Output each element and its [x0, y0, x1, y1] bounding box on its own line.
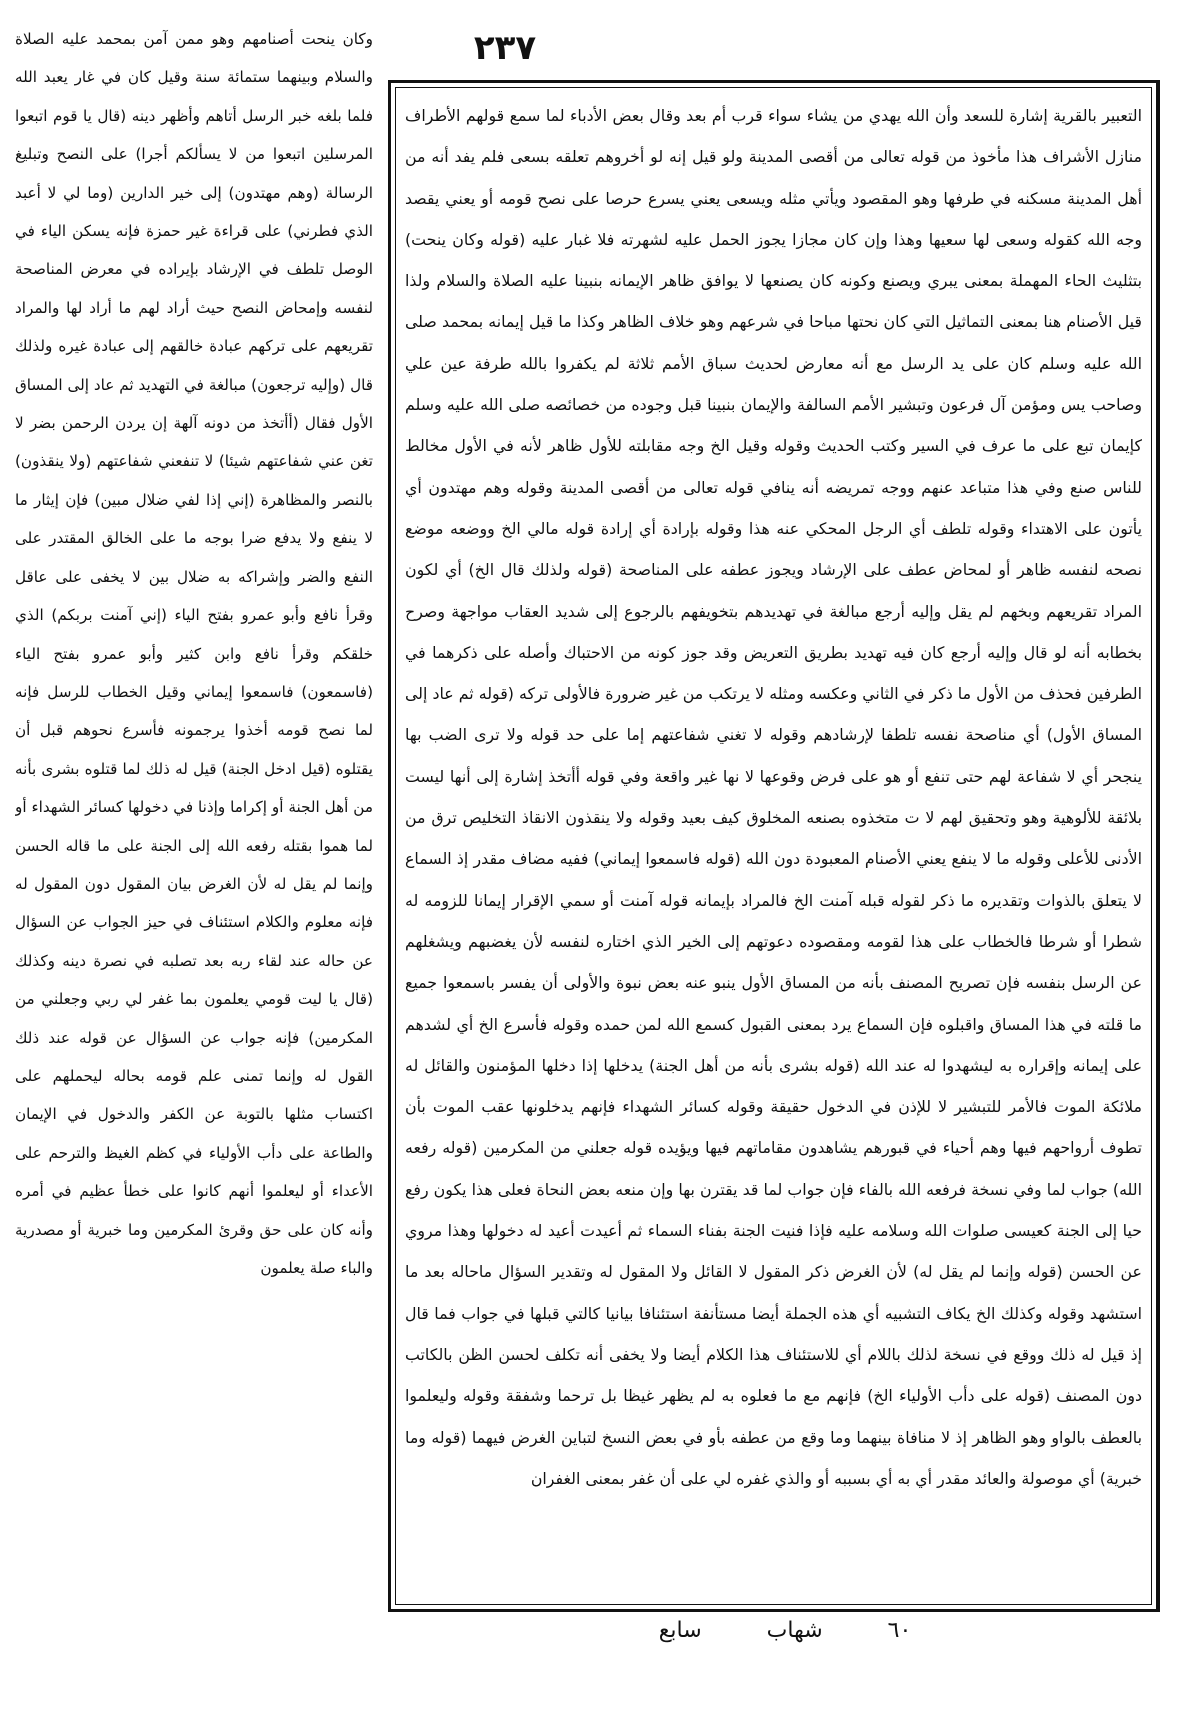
footer-signature — [620, 1618, 950, 1643]
footer-book-name: شهاب — [766, 1618, 823, 1643]
main-commentary-column — [405, 95, 1142, 1597]
margin-paragraph: وكان ينحت أصنامهم وهو ممن آمن بمحمد عليه الصلاة والسلام وبينهما ستمائة سنة وقيل كان في غار يعبد الله فلما بلغه خبر الرسل أتاهم وأظهر دينه (قال يا قوم اتبعوا المرسلين اتبعوا من لا يسألكم أجرا) على النصح وتبليغ الرسالة (وهم مهتدون) إلى خير الدارين (وما لي لا أعبد الذي فطرني) على قراءة غير حمزة فإنه يسكن الياء في الوصل تلطف في الإرشاد بإيراده في معرض المناصحة لنفسه وإمحاض النصح حيث أراد لهم ما أراد لها والمراد تقريعهم على تركهم عبادة خالقهم إلى عبادة غيره ولذلك قال (وإليه ترجعون) مبالغة في التهديد ثم عاد إلى المساق الأول فقال (أأتخذ من دونه آلهة إن يردن الرحمن بضر لا تغن عني شفاعتهم شيئا) لا تنفعني شفاعتهم (ولا ينقذون) بالنصر والمظاهرة (إني إذا لفي ضلال مبين) فإن إيثار ما لا ينفع ولا يدفع ضرا بوجه ما على الخالق المقتدر على النفع والضر وإشراكه به ضلال بين لا يخفى على عاقل وقرأ نافع وأبو عمرو بفتح الياء (إني آمنت بربكم) الذي خلقكم وقرأ نافع وابن كثير وأبو عمرو بفتح الياء (فاسمعون) فاسمعوا إيماني وقيل الخطاب للرسل فإنه لما نصح قومه أخذوا يرجمونه فأسرع نحوهم قبل أن يقتلوه (قيل ادخل الجنة) قيل له ذلك لما قتلوه بشرى بأنه من أهل الجنة أو إكراما وإذنا في دخولها كسائر الشهداء أو لما هموا بقتله رفعه الله إلى الجنة على ما قاله الحسن وإنما لم يقل له لأن الغرض بيان المقول دون المقول له فإنه معلوم والكلام استئناف في حيز الجواب عن السؤال عن حاله عند لقاء ربه بعد تصلبه في نصرة دينه وكذلك (قال يا ليت قومي يعلمون بما غفر لي ربي وجعلني من المكرمين) فإنه جواب عن السؤال عن قوله عند ذلك القول له وإنما تمنى علم قومه بحاله ليحملهم على اكتساب مثلها بالتوبة عن الكفر والدخول في الإيمان والطاعة على دأب الأولياء في كظم الغيظ والترحم على الأعداء أو ليعلموا أنهم كانوا على خطأ عظيم في أمره وأنه كان على حق وقرئ المكرمين وما خبرية أو مصدرية والباء صلة يعلمون — [15, 30, 373, 1277]
main-text-frame — [388, 80, 1160, 1612]
margin-commentary-column — [15, 20, 373, 1410]
footer-sheet-number: ٦٠ — [887, 1618, 912, 1643]
main-paragraph: التعبير بالقرية إشارة للسعد وأن الله يهدي من يشاء سواء قرب أم بعد وقال بعض الأدباء لما سمع قولهم الأطراف منازل الأشراف هذا مأخوذ من قوله تعالى من أقصى المدينة ولو قيل إنه لو أخروهم تعلقه بسعى فلم يفد أنه من أهل المدينة مسكنه في طرفها وهو المقصود ويأتي مثله ويسعى يعني يسرع حرصا على نصح قومه أو يعني يقصد وجه الله كقوله وسعى لها سعيها وهذا وإن كان مجازا يجوز الحمل عليه لشهرته فلا غبار عليه (قوله وكان ينحت) بتثليث الحاء المهملة بمعنى يبري ويصنع وكونه كان يصنعها لا يوافق ظاهر الإيمانه بنبينا عليه الصلاة والسلام ولذا قيل الأصنام هنا بمعنى التماثيل التي كان نحتها مباحا في شرعهم وهو خلاف الظاهر وكذا ما قيل إيمانه بمحمد صلى الله عليه وسلم كان على يد الرسل مع أنه معارض لحديث سباق الأمم ثلاثة لم يكفروا بالله طرفة عين علي وصاحب يس ومؤمن آل فرعون وتبشير الأمم السالفة والإيمان بنبينا قبل وجوده من خصائصه صلى الله عليه وسلم كإيمان تبع على ما عرف في السير وكتب الحديث وقوله وقيل الخ وجه مقابلته للأول ظاهر لأنه في الأول مخالط للناس صنع وفي هذا متباعد عنهم ووجه تمريضه أنه ينافي قوله تعالى من أقصى المدينة وقوله وهم مهتدون أي يأتون على الاهتداء وقوله تلطف أي الرجل المحكي عنه هذا وقوله بإرادة أي إرادة قوله مالي الخ ووضعه موضع نصحه لنفسه ظاهر أو لمحاض عطف على الإرشاد ويجوز عطفه على المناصحة (قوله ولذلك قال الخ) أي لكون المراد تقريعهم وبخهم لم يقل وإليه أرجع مبالغة في تهديدهم بتخويفهم بالرجوع إلى شديد العقاب مواجهة وصرح بخطابه أنه لو قال وإليه أرجع كان فيه تهديد بطريق التعريض وقد جوز كونه من الاحتباك وأصله على ذكرهما في الطرفين فحذف من الأول ما ذكر في الثاني وعكسه ومثله لا يرتكب من غير ضرورة فالأولى تركه (قوله ثم عاد إلى المساق الأول) أي مناصحة نفسه تلطفا لإرشادهم وقوله لا تغني شفاعتهم إما على حد قوله ولا ترى الضب بها ينجحر أي لا شفاعة لهم حتى تنفع أو هو على فرض وقوعها لا نها غير واقعة وفي قوله أأتخذ إشارة إلى أنها ليست بلائقة للألوهية وهو وتحقيق لهم لا ت متخذوه بصنعه المخلوق كيف بعيد وقوله ولا ينقذون الانقاذ التخليص ترق من الأدنى للأعلى وقوله ما لا ينفع يعني الأصنام المعبودة دون الله (قوله فاسمعوا إيماني) ففيه مضاف مقدر إذ السماع لا يتعلق بالذوات وتقديره ما ذكر لقوله قبله آمنت الخ فالمراد بإيمانه قوله آمنت أو سمي الإقرار إيمانا للزومه له شطرا أو شرطا فالخطاب على هذا لقومه ومقصوده دعوتهم إلى الخير الذي اختاره لنفسه لأن يغضبهم ويشغلهم عن الرسل بنفسه فإن تصريح المصنف بأنه من المساق الأول ينبو عنه بعض نبوة والأولى أن يفسر باسمعوا جميع ما قلته في هذا المساق واقبلوه فإن السماع يرد بمعنى القبول كسمع الله لمن حمده وقوله فأسرع الخ أي لشدهم على إيمانه وإقراره به ليشهدوا له عند الله (قوله بشرى بأنه من أهل الجنة) يدخلها إذا دخلها المؤمنون والقائل له ملائكة الموت فالأمر للتبشير لا للإذن في الدخول حقيقة وقوله كسائر الشهداء فإنهم يدخلونها عقب الموت بأن تطوف أرواحهم فيها وهم أحياء في قبورهم يشاهدون مقاماتهم فيها ويؤيده قوله جعلني من المكرمين (قوله رفعه الله) جواب لما وفي نسخة فرفعه الله بالفاء فإن جواب لما قد يقترن بها وإن منعه بعض النحاة فعلى هذا يكون رفع حيا إلى الجنة كعيسى صلوات الله وسلامه عليه فإذا فنيت الجنة بفناء السماء ثم أعيدت أعيد له دخولها وهذا مروي عن الحسن (قوله وإنما لم يقل له) لأن الغرض ذكر المقول لا القائل ولا المقول له وتقدير السؤال ماحاله بعد ما استشهد وقوله وكذلك الخ يكاف التشبيه أي هذه الجملة أيضا مستأنفة استئنافا بيانيا كالتي قبلها في جواب فما قال إذ قيل له ذلك ووقع في نسخة لذلك باللام أي للاستئناف هذا الكلام أيضا ولا يخفى أنه تكلف لحسن الظن بالكاتب دون المصنف (قوله على دأب الأولياء الخ) فإنهم مع ما فعلوه به لم يظهر غيظا بل ترحما وشفقة وقوله وليعلموا بالعطف بالواو وهو الظاهر إذ لا منافاة بينهما وما وقع من عطفه بأو في بعض النسخ لتباين الغرض فيهما (قوله وما خبرية) أي موصولة والعائد مقدر أي به أي بسببه أو والذي غفره لي على أن غفر بمعنى الغفران — [405, 106, 1142, 1488]
page-number: ٢٣٧ — [473, 28, 537, 68]
footer-volume: سابع — [658, 1618, 702, 1643]
